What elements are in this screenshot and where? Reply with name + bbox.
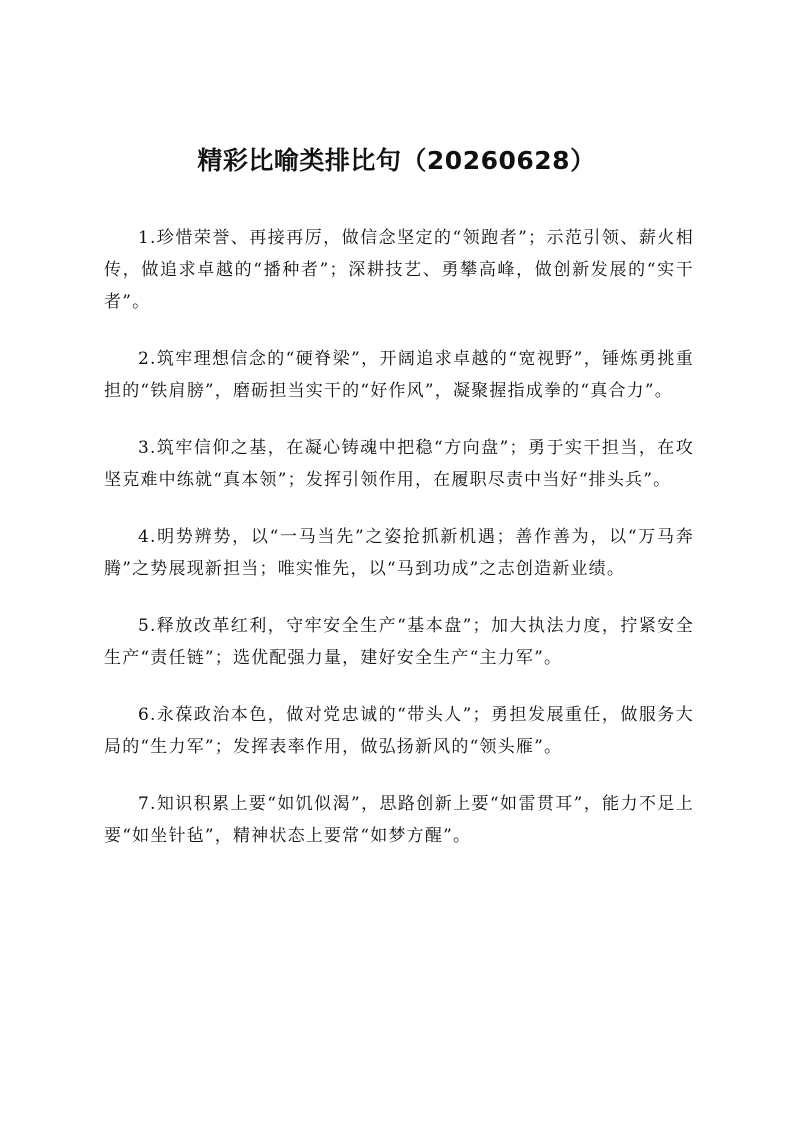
paragraph-6: 6.永葆政治本色，做对党忠诚的“带头人”；勇担发展重任，做服务大局的“生力军”；发挥表率作用，做弘扬新风的“领头雁”。 [104,705,694,757]
paragraph-7: 7.知识积累上要“如饥似渴”，思路创新上要“如雷贯耳”，能力不足上要“如坐针毡”，精神状态上要常“如梦方醒”。 [104,794,694,846]
paragraph-2: 2.筑牢理想信念的“硬脊梁”，开阔追求卓越的“宽视野”，锤炼勇挑重担的“铁肩膀”，磨砺担当实干的“好作风”，凝聚握指成拳的“真合力”。 [104,349,694,401]
paragraph-1: 1.珍惜荣誉、再接再厉，做信念坚定的“领跑者”；示范引领、薪火相传，做追求卓越的“播种者”；深耕技艺、勇攀高峰，做创新发展的“实干者”。 [104,228,694,312]
paragraph-3: 3.筑牢信仰之基，在凝心铸魂中把稳“方向盘”；勇于实干担当，在攻坚克难中练就“真本领”；发挥引领作用，在履职尽责中当好“排头兵”。 [104,438,694,490]
paragraph-4: 4.明势辨势，以“一马当先”之姿抢抓新机遇；善作善为，以“万马奔腾”之势展现新担当；唯实惟先，以“马到功成”之志创造新业绩。 [104,527,694,579]
paragraph-5: 5.释放改革红利，守牢安全生产“基本盘”；加大执法力度，拧紧安全生产“责任链”；选优配强力量，建好安全生产“主力军”。 [104,616,694,668]
document-body [104,222,694,877]
document-title: 精彩比喻类排比句（20260628） [197,146,596,175]
